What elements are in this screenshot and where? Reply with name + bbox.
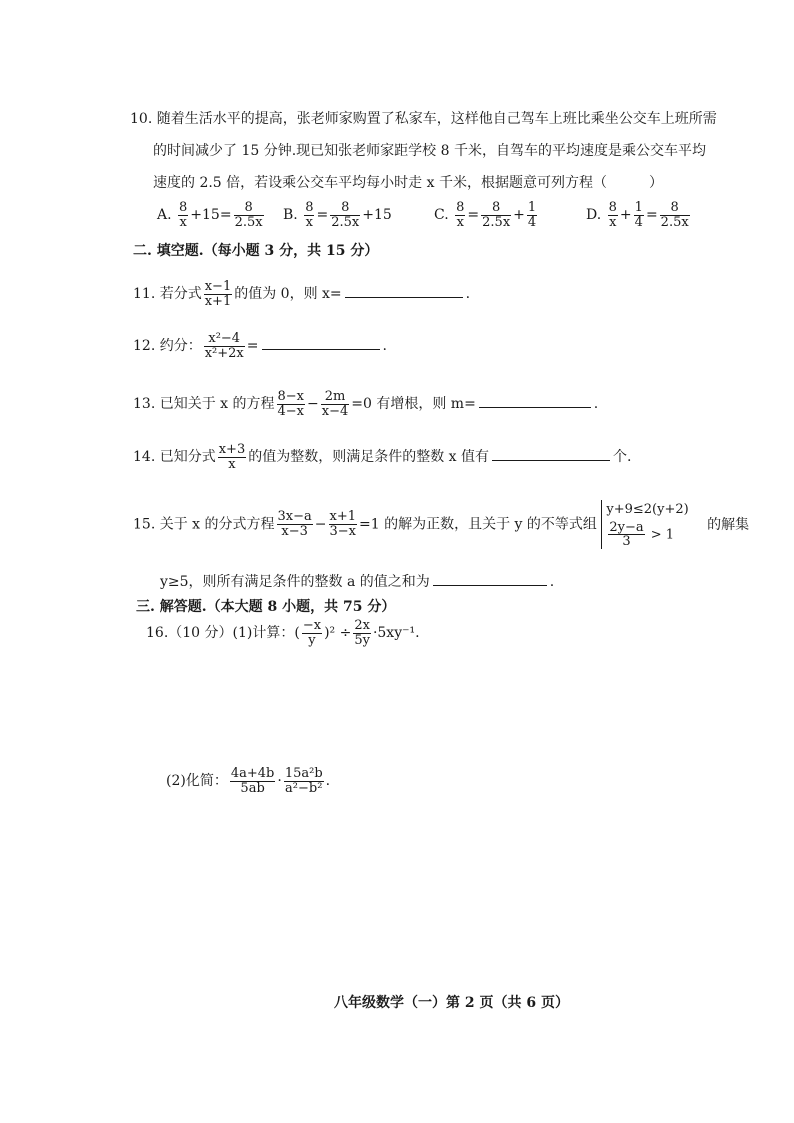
fraction: $\frac{x+3}{x}$ [218,442,246,472]
q15: 15. 关于 x 的分式方程 $\frac{3x-a}{x-3}$ − $\frac{x+1}{3-x}$ =1 的解为正数，且关于 y 的不等式组 y+9≤2(y+2) $\frac{2y-a}{3}$ > 1 的解集 [133,502,750,550]
fraction: $\frac{2y-a}{3}$ [609,519,644,550]
q10-option-c[interactable]: C. $\frac{8}{x}$ = $\frac{8}{2.5x}$ + $\frac{1}{4}$ [434,200,537,230]
fraction: $\frac{2m}{x-4}$ [321,389,349,419]
q11-answer-blank[interactable] [345,283,463,298]
fraction: $\frac{8}{x}$ [179,200,188,230]
fraction: $\frac{2x}{5y}$ [354,618,370,648]
fraction: $\frac{1}{4}$ [527,200,537,230]
q11: 11. 若分式 $\frac{x-1}{x+1}$ 的值为 0，则 x= . [133,279,471,309]
fraction: $\frac{\text{15a²b}}{\text{a²−b²}}$ [284,766,323,796]
q16-part1: 16.（10 分）(1)计算：( $\frac{-x}{y}$ )² ÷ $\frac{2x}{5y}$ ·5xy⁻¹. [146,618,420,648]
q14-answer-blank[interactable] [492,446,610,461]
fraction: $\frac{4a+4b}{5ab}$ [230,766,275,796]
q13: 13. 已知关于 x 的方程 $\frac{8-x}{4-x}$ − $\frac{2m}{x-4}$ =0 有增根，则 m= . [133,389,599,419]
fraction: $\frac{1}{4}$ [634,200,643,230]
fraction: $\frac{8}{x}$ [608,200,617,230]
fraction: $\frac{\text{x²−4}}{\text{x²+2x}}$ [204,331,244,361]
q12-answer-blank[interactable] [262,335,380,350]
fraction: $\frac{x-1}{x+1}$ [204,279,232,309]
page-footer: 八年级数学（一）第 2 页（共 6 页） [334,995,569,1011]
q12: 12. 约分： $\frac{\text{x²−4}}{\text{x²+2x}}$ = . [133,331,387,361]
q10-option-b[interactable]: B. $\frac{8}{x}$ = $\frac{8}{2.5x}$ +15 [283,200,392,230]
inequality-system: y+9≤2(y+2) $\frac{2y-a}{3}$ > 1 [601,500,688,549]
fraction: $\frac{8}{2.5x}$ [660,200,689,230]
fraction: $\frac{8}{2.5x}$ [331,200,360,230]
q13-answer-blank[interactable] [479,393,591,408]
q10-option-a[interactable]: A. $\frac{8}{x}$ +15= $\frac{8}{2.5x}$ [157,200,263,230]
q10-line2: 的时间减少了 15 分钟.现已知张老师家距学校 8 千米，自驾车的平均速度是乘公交车平均 [153,143,706,159]
fraction: $\frac{8}{2.5x}$ [482,200,511,230]
fraction: $\frac{8}{2.5x}$ [234,200,263,230]
section-3-title: 三. 解答题.（本大题 8 小题，共 75 分） [136,599,396,615]
q15-line2: y≥5，则所有满足条件的整数 a 的值之和为 . [160,571,554,591]
fraction: $\frac{x+1}{3-x}$ [329,509,356,540]
fraction: $\frac{-x}{y}$ [302,618,322,648]
q14: 14. 已知分式 $\frac{x+3}{x}$ 的值为整数，则满足条件的整数 x 值有 个. [133,442,632,472]
q10-line3: 速度的 2.5 倍，若设乘公交车平均每小时走 x 千米，根据题意可列方程（ ） [153,175,663,191]
q10-line1: 10. 随着生活水平的提高，张老师家购置了私家车，这样他自己驾车上班比乘坐公交车上班所需 [130,111,717,127]
q10-option-d[interactable]: D. $\frac{8}{x}$ + $\frac{1}{4}$ = $\frac{8}{2.5x}$ [586,200,689,230]
fraction: $\frac{8}{x}$ [456,200,465,230]
section-2-title: 二. 填空题.（每小题 3 分，共 15 分） [133,243,379,259]
q15-answer-blank[interactable] [433,571,547,586]
q16-part2: (2)化简： $\frac{4a+4b}{5ab}$ · $\frac{\text{15a²b}}{\text{a²−b²}}$ . [166,766,331,796]
fraction: $\frac{8-x}{4-x}$ [277,389,305,419]
fraction: $\frac{3x-a}{x-3}$ [277,509,312,540]
fraction: $\frac{8}{x}$ [305,200,314,230]
